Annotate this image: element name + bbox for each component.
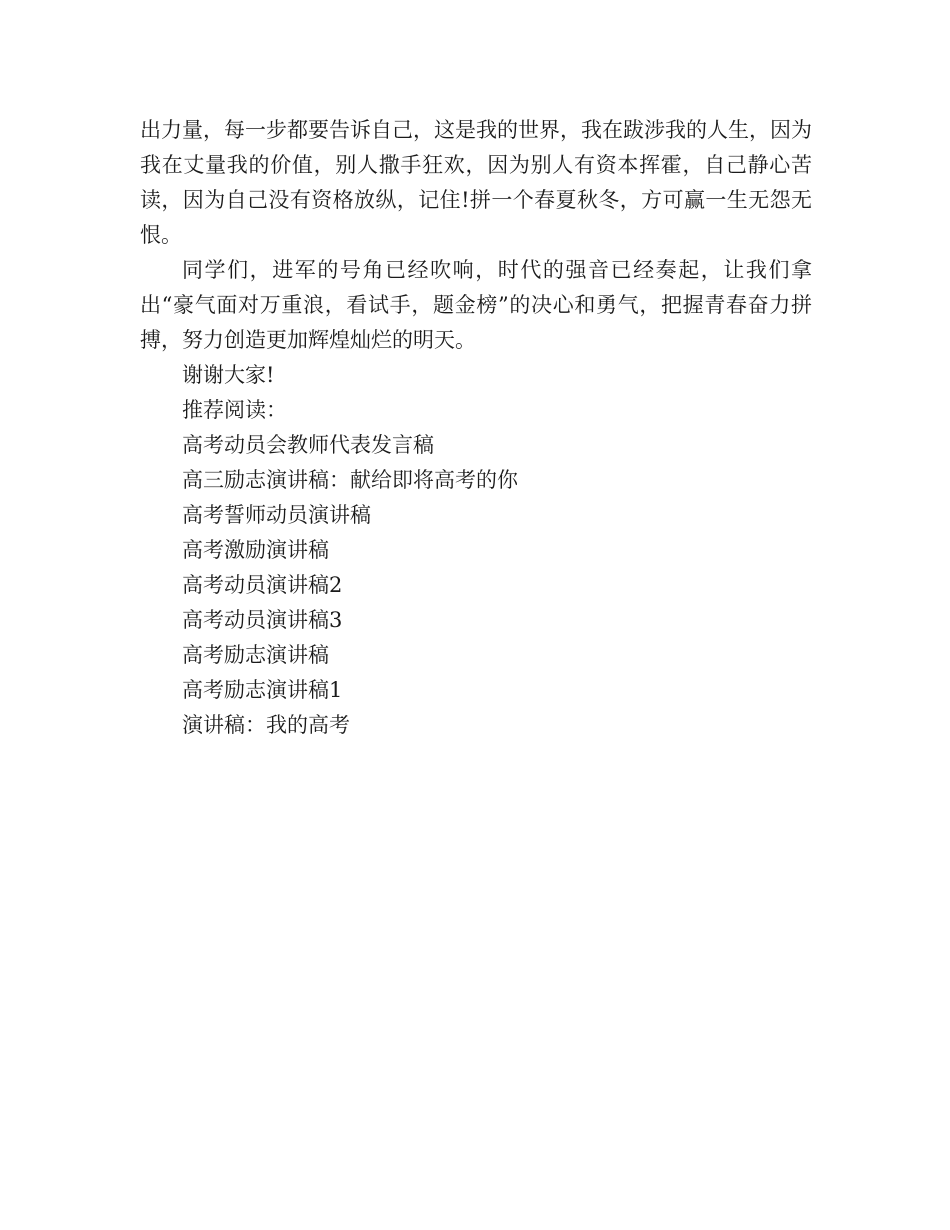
recommended-reading-link[interactable]: 高考动员演讲稿3: [182, 608, 343, 632]
recommended-reading-link[interactable]: 高考励志演讲稿: [182, 643, 329, 667]
recommended-reading-link[interactable]: 高考誓师动员演讲稿: [182, 503, 371, 527]
recommended-reading-link[interactable]: 高考励志演讲稿1: [182, 678, 343, 702]
recommended-reading-link[interactable]: 高考动员会教师代表发言稿: [182, 433, 434, 457]
recommended-reading-link[interactable]: 高三励志演讲稿：献给即将高考的你: [182, 468, 518, 492]
recommended-reading-link[interactable]: 演讲稿：我的高考: [182, 713, 350, 737]
body-paragraph-call-to-action: 同学们，进军的号角已经吹响，时代的强音已经奏起，让我们拿出“豪气面对万重浪，看试手，题金榜”的决心和勇气，把握青春奋力拼搏，努力创造更加辉煌灿烂的明天。: [140, 258, 812, 352]
recommended-reading-link[interactable]: 高考激励演讲稿: [182, 538, 329, 562]
recommended-reading-link[interactable]: 高考动员演讲稿2: [182, 573, 343, 597]
document-body: [140, 113, 812, 743]
recommended-reading-heading: 推荐阅读：: [182, 398, 287, 422]
closing-thanks: 谢谢大家!: [182, 363, 275, 387]
body-paragraph-continued: 出力量，每一步都要告诉自己，这是我的世界，我在跋涉我的人生，因为我在丈量我的价值，别人撒手狂欢，因为别人有资本挥霍，自己静心苦读，因为自己没有资格放纵，记住!拼一个春夏秋冬，方可赢一生无怨无恨。: [140, 118, 812, 247]
